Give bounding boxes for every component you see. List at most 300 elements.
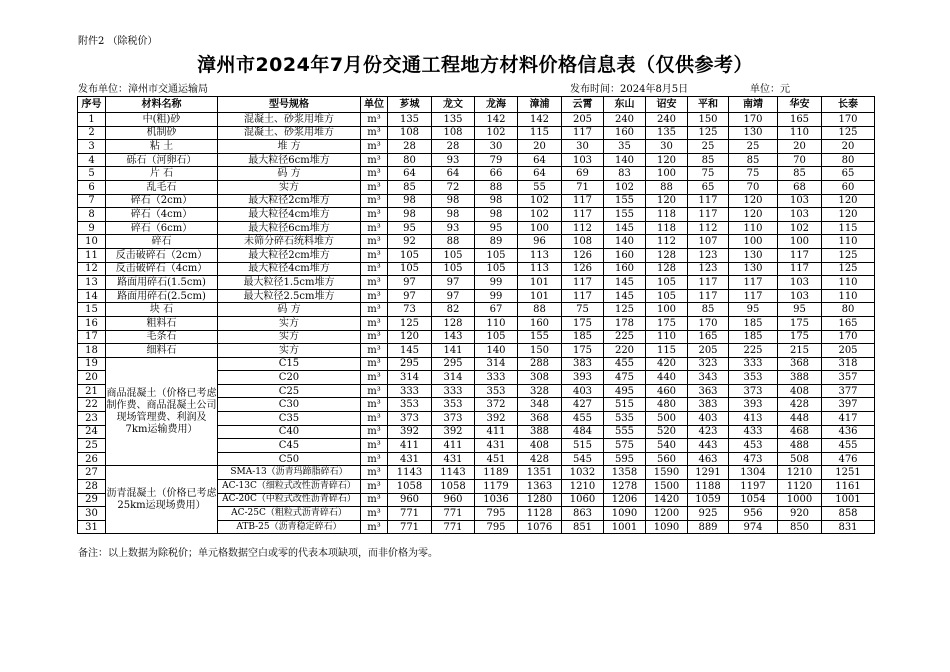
price-cell: 1351 bbox=[518, 466, 562, 480]
price-cell: 100 bbox=[646, 167, 688, 181]
price-cell: 420 bbox=[646, 357, 688, 371]
price-cell: 560 bbox=[646, 452, 688, 466]
table-row bbox=[78, 167, 875, 181]
price-cell: 484 bbox=[562, 425, 604, 439]
price-cell: 448 bbox=[778, 412, 822, 426]
price-cell: 175 bbox=[778, 316, 822, 330]
price-cell: 308 bbox=[518, 371, 562, 385]
table-row bbox=[78, 344, 875, 358]
price-cell: 225 bbox=[604, 330, 646, 344]
table-row bbox=[78, 235, 875, 249]
price-cell: 75 bbox=[729, 167, 778, 181]
price-cell: 508 bbox=[778, 452, 822, 466]
price-cell: 97 bbox=[388, 289, 432, 303]
table-row bbox=[78, 303, 875, 317]
row-number: 13 bbox=[78, 276, 106, 290]
price-cell: 373 bbox=[729, 384, 778, 398]
column-header: 诏安 bbox=[646, 97, 688, 113]
spec-cell: 实方 bbox=[218, 330, 361, 344]
unit-cell: m³ bbox=[361, 398, 388, 412]
price-cell: 105 bbox=[432, 262, 475, 276]
price-cell: 128 bbox=[646, 248, 688, 262]
price-cell: 393 bbox=[562, 371, 604, 385]
unit-cell: m³ bbox=[361, 466, 388, 480]
price-cell: 117 bbox=[562, 194, 604, 208]
unit-cell: m³ bbox=[361, 140, 388, 154]
price-cell: 126 bbox=[562, 248, 604, 262]
price-cell: 436 bbox=[822, 425, 875, 439]
price-cell: 357 bbox=[822, 371, 875, 385]
spec-cell: C20 bbox=[218, 371, 361, 385]
price-cell: 140 bbox=[604, 235, 646, 249]
price-cell: 295 bbox=[388, 357, 432, 371]
price-cell: 155 bbox=[518, 330, 562, 344]
price-cell: 160 bbox=[518, 316, 562, 330]
price-cell: 97 bbox=[432, 289, 475, 303]
row-number: 30 bbox=[78, 507, 106, 521]
price-cell: 535 bbox=[604, 412, 646, 426]
price-cell: 128 bbox=[646, 262, 688, 276]
price-cell: 108 bbox=[562, 235, 604, 249]
price-cell: 126 bbox=[562, 262, 604, 276]
price-cell: 1189 bbox=[475, 466, 518, 480]
unit-cell: m³ bbox=[361, 235, 388, 249]
row-number: 31 bbox=[78, 520, 106, 534]
spec-cell: C45 bbox=[218, 439, 361, 453]
row-number: 2 bbox=[78, 126, 106, 140]
spec-cell: 实方 bbox=[218, 344, 361, 358]
price-cell: 125 bbox=[822, 262, 875, 276]
price-cell: 377 bbox=[822, 384, 875, 398]
column-header: 长泰 bbox=[822, 97, 875, 113]
price-cell: 1206 bbox=[604, 493, 646, 507]
spec-cell: 码 方 bbox=[218, 167, 361, 181]
column-header: 云霄 bbox=[562, 97, 604, 113]
price-cell: 408 bbox=[518, 439, 562, 453]
row-number: 1 bbox=[78, 113, 106, 127]
price-cell: 117 bbox=[729, 289, 778, 303]
price-cell: 1143 bbox=[432, 466, 475, 480]
material-name: 机制砂 bbox=[106, 126, 218, 140]
price-cell: 20 bbox=[518, 140, 562, 154]
column-header: 型号规格 bbox=[218, 97, 361, 113]
unit-cell: m³ bbox=[361, 452, 388, 466]
price-cell: 97 bbox=[388, 276, 432, 290]
price-cell: 468 bbox=[778, 425, 822, 439]
price-cell: 125 bbox=[822, 126, 875, 140]
price-cell: 145 bbox=[604, 276, 646, 290]
price-cell: 118 bbox=[646, 221, 688, 235]
price-cell: 89 bbox=[475, 235, 518, 249]
price-cell: 80 bbox=[822, 153, 875, 167]
price-cell: 225 bbox=[729, 344, 778, 358]
table-header bbox=[78, 97, 875, 113]
price-cell: 170 bbox=[688, 316, 729, 330]
row-number: 6 bbox=[78, 180, 106, 194]
unit-cell: m³ bbox=[361, 344, 388, 358]
row-number: 23 bbox=[78, 412, 106, 426]
column-header: 南靖 bbox=[729, 97, 778, 113]
price-cell: 1090 bbox=[604, 507, 646, 521]
price-cell: 889 bbox=[688, 520, 729, 534]
unit-cell: m³ bbox=[361, 221, 388, 235]
row-number: 17 bbox=[78, 330, 106, 344]
price-cell: 88 bbox=[646, 180, 688, 194]
price-cell: 120 bbox=[729, 194, 778, 208]
price-cell: 353 bbox=[475, 384, 518, 398]
price-cell: 1278 bbox=[604, 480, 646, 494]
row-number: 14 bbox=[78, 289, 106, 303]
table-row bbox=[78, 126, 875, 140]
price-cell: 123 bbox=[688, 262, 729, 276]
column-header: 芗城 bbox=[388, 97, 432, 113]
price-cell: 98 bbox=[432, 208, 475, 222]
row-number: 28 bbox=[78, 480, 106, 494]
table-row bbox=[78, 140, 875, 154]
page-title: 漳州市2024年7月份交通工程地方材料价格信息表（仅供参考） bbox=[196, 54, 754, 76]
price-cell: 85 bbox=[688, 303, 729, 317]
table-row bbox=[78, 208, 875, 222]
price-cell: 423 bbox=[688, 425, 729, 439]
column-header: 单位 bbox=[361, 97, 388, 113]
price-cell: 417 bbox=[822, 412, 875, 426]
price-cell: 353 bbox=[388, 398, 432, 412]
price-cell: 102 bbox=[778, 221, 822, 235]
price-cell: 125 bbox=[688, 126, 729, 140]
price-cell: 170 bbox=[822, 113, 875, 127]
price-cell: 408 bbox=[778, 384, 822, 398]
price-cell: 383 bbox=[562, 357, 604, 371]
price-cell: 96 bbox=[518, 235, 562, 249]
price-cell: 795 bbox=[475, 520, 518, 534]
unit-cell: m³ bbox=[361, 208, 388, 222]
price-cell: 1291 bbox=[688, 466, 729, 480]
price-cell: 473 bbox=[729, 452, 778, 466]
price-cell: 120 bbox=[388, 330, 432, 344]
price-cell: 575 bbox=[604, 439, 646, 453]
price-cell: 25 bbox=[688, 140, 729, 154]
table-row bbox=[78, 262, 875, 276]
price-cell: 117 bbox=[562, 208, 604, 222]
price-cell: 141 bbox=[432, 344, 475, 358]
price-cell: 1090 bbox=[646, 520, 688, 534]
price-cell: 205 bbox=[562, 113, 604, 127]
price-cell: 64 bbox=[432, 167, 475, 181]
unit-cell: m³ bbox=[361, 303, 388, 317]
price-cell: 392 bbox=[432, 425, 475, 439]
material-name: 碎石 bbox=[106, 235, 218, 249]
spec-cell: 最大粒径2cm堆方 bbox=[218, 194, 361, 208]
price-cell: 98 bbox=[388, 194, 432, 208]
price-cell: 100 bbox=[729, 235, 778, 249]
price-cell: 160 bbox=[604, 126, 646, 140]
price-cell: 428 bbox=[518, 452, 562, 466]
price-cell: 140 bbox=[475, 344, 518, 358]
price-cell: 95 bbox=[475, 221, 518, 235]
publisher: 发布单位：漳州市交通运输局 bbox=[78, 84, 208, 95]
price-cell: 205 bbox=[688, 344, 729, 358]
price-cell: 383 bbox=[688, 398, 729, 412]
price-cell: 175 bbox=[778, 330, 822, 344]
price-cell: 128 bbox=[432, 316, 475, 330]
price-cell: 411 bbox=[388, 439, 432, 453]
price-cell: 771 bbox=[388, 507, 432, 521]
price-cell: 974 bbox=[729, 520, 778, 534]
price-cell: 433 bbox=[729, 425, 778, 439]
price-cell: 288 bbox=[518, 357, 562, 371]
price-cell: 455 bbox=[562, 412, 604, 426]
price-cell: 70 bbox=[729, 180, 778, 194]
price-cell: 99 bbox=[475, 276, 518, 290]
price-cell: 1179 bbox=[475, 480, 518, 494]
price-cell: 99 bbox=[475, 289, 518, 303]
price-cell: 388 bbox=[778, 371, 822, 385]
unit-cell: m³ bbox=[361, 480, 388, 494]
spec-cell: C15 bbox=[218, 357, 361, 371]
price-cell: 155 bbox=[604, 208, 646, 222]
price-cell: 101 bbox=[518, 276, 562, 290]
price-cell: 925 bbox=[688, 507, 729, 521]
price-cell: 113 bbox=[518, 248, 562, 262]
price-cell: 142 bbox=[475, 113, 518, 127]
row-number: 25 bbox=[78, 439, 106, 453]
price-cell: 66 bbox=[475, 167, 518, 181]
material-name: 粘 土 bbox=[106, 140, 218, 154]
row-number: 20 bbox=[78, 371, 106, 385]
price-cell: 95 bbox=[388, 221, 432, 235]
price-cell: 411 bbox=[475, 425, 518, 439]
spec-cell: 最大粒径4cm堆方 bbox=[218, 262, 361, 276]
price-cell: 215 bbox=[778, 344, 822, 358]
price-cell: 125 bbox=[604, 303, 646, 317]
price-cell: 115 bbox=[646, 344, 688, 358]
price-cell: 388 bbox=[518, 425, 562, 439]
price-cell: 1188 bbox=[688, 480, 729, 494]
price-cell: 155 bbox=[604, 194, 646, 208]
spec-cell: 最大粒径1.5cm堆方 bbox=[218, 276, 361, 290]
price-cell: 165 bbox=[778, 113, 822, 127]
price-cell: 314 bbox=[432, 371, 475, 385]
price-cell: 102 bbox=[518, 194, 562, 208]
price-cell: 92 bbox=[388, 235, 432, 249]
price-cell: 397 bbox=[822, 398, 875, 412]
price-cell: 428 bbox=[778, 398, 822, 412]
price-cell: 795 bbox=[475, 507, 518, 521]
unit-cell: m³ bbox=[361, 439, 388, 453]
spec-cell: 码 方 bbox=[218, 303, 361, 317]
material-name: 碎石（2cm） bbox=[106, 194, 218, 208]
table-row bbox=[78, 113, 875, 127]
price-cell: 68 bbox=[778, 180, 822, 194]
row-number: 11 bbox=[78, 248, 106, 262]
price-cell: 403 bbox=[688, 412, 729, 426]
price-cell: 1197 bbox=[729, 480, 778, 494]
column-header: 平和 bbox=[688, 97, 729, 113]
spec-cell: AC-13C（细粒式改性沥青碎石） bbox=[218, 480, 361, 494]
row-number: 18 bbox=[78, 344, 106, 358]
row-number: 24 bbox=[78, 425, 106, 439]
price-cell: 72 bbox=[432, 180, 475, 194]
price-cell: 110 bbox=[778, 126, 822, 140]
price-cell: 108 bbox=[388, 126, 432, 140]
price-cell: 431 bbox=[475, 439, 518, 453]
table-row bbox=[78, 180, 875, 194]
price-cell: 858 bbox=[822, 507, 875, 521]
row-number: 16 bbox=[78, 316, 106, 330]
price-cell: 55 bbox=[518, 180, 562, 194]
price-cell: 102 bbox=[475, 126, 518, 140]
column-header: 漳浦 bbox=[518, 97, 562, 113]
price-cell: 115 bbox=[518, 126, 562, 140]
price-cell: 117 bbox=[729, 276, 778, 290]
price-cell: 1059 bbox=[688, 493, 729, 507]
unit-cell: m³ bbox=[361, 167, 388, 181]
price-cell: 120 bbox=[729, 208, 778, 222]
price-cell: 427 bbox=[562, 398, 604, 412]
price-cell: 103 bbox=[778, 289, 822, 303]
price-cell: 1500 bbox=[646, 480, 688, 494]
price-cell: 110 bbox=[822, 235, 875, 249]
spec-cell: 混凝土、砂浆用堆方 bbox=[218, 113, 361, 127]
unit-cell: m³ bbox=[361, 180, 388, 194]
spec-cell: AC-20C（中粒式改性沥青碎石） bbox=[218, 493, 361, 507]
price-cell: 125 bbox=[822, 248, 875, 262]
price-cell: 112 bbox=[646, 235, 688, 249]
price-cell: 480 bbox=[646, 398, 688, 412]
price-cell: 142 bbox=[518, 113, 562, 127]
price-cell: 555 bbox=[604, 425, 646, 439]
column-header: 华安 bbox=[778, 97, 822, 113]
material-name: 中(粗)砂 bbox=[106, 113, 218, 127]
price-cell: 30 bbox=[646, 140, 688, 154]
price-cell: 368 bbox=[518, 412, 562, 426]
price-cell: 70 bbox=[778, 153, 822, 167]
price-cell: 20 bbox=[822, 140, 875, 154]
price-cell: 1120 bbox=[778, 480, 822, 494]
price-cell: 105 bbox=[646, 289, 688, 303]
price-cell: 373 bbox=[388, 412, 432, 426]
price-cell: 348 bbox=[518, 398, 562, 412]
price-cell: 64 bbox=[388, 167, 432, 181]
price-cell: 103 bbox=[778, 194, 822, 208]
price-cell: 831 bbox=[822, 520, 875, 534]
table-row bbox=[78, 289, 875, 303]
price-cell: 100 bbox=[646, 303, 688, 317]
spec-cell: C30 bbox=[218, 398, 361, 412]
column-header: 序号 bbox=[78, 97, 106, 113]
spec-cell: 堆 方 bbox=[218, 140, 361, 154]
price-cell: 88 bbox=[518, 303, 562, 317]
price-cell: 403 bbox=[562, 384, 604, 398]
price-cell: 333 bbox=[475, 371, 518, 385]
price-cell: 103 bbox=[562, 153, 604, 167]
price-cell: 1304 bbox=[729, 466, 778, 480]
row-number: 19 bbox=[78, 357, 106, 371]
row-number: 5 bbox=[78, 167, 106, 181]
price-cell: 80 bbox=[822, 303, 875, 317]
material-name: 反击破碎石（4cm） bbox=[106, 262, 218, 276]
price-cell: 105 bbox=[475, 330, 518, 344]
row-number: 3 bbox=[78, 140, 106, 154]
price-cell: 120 bbox=[646, 194, 688, 208]
price-cell: 170 bbox=[822, 330, 875, 344]
unit-cell: m³ bbox=[361, 153, 388, 167]
material-name: 路面用碎石(1.5cm) bbox=[106, 276, 218, 290]
column-header: 材料名称 bbox=[106, 97, 218, 113]
spec-cell: SMA-13（沥青玛蹄脂碎石） bbox=[218, 466, 361, 480]
price-cell: 314 bbox=[388, 371, 432, 385]
spec-cell: 最大粒径6cm堆方 bbox=[218, 221, 361, 235]
price-cell: 1161 bbox=[822, 480, 875, 494]
price-cell: 105 bbox=[388, 248, 432, 262]
price-cell: 771 bbox=[388, 520, 432, 534]
price-cell: 103 bbox=[778, 276, 822, 290]
price-cell: 93 bbox=[432, 153, 475, 167]
price-cell: 363 bbox=[688, 384, 729, 398]
price-cell: 30 bbox=[475, 140, 518, 154]
price-cell: 73 bbox=[388, 303, 432, 317]
price-cell: 143 bbox=[432, 330, 475, 344]
price-cell: 1420 bbox=[646, 493, 688, 507]
price-cell: 1058 bbox=[388, 480, 432, 494]
price-cell: 130 bbox=[729, 262, 778, 276]
unit-label: 单位：元 bbox=[750, 84, 790, 95]
material-name: 碎石（6cm） bbox=[106, 221, 218, 235]
price-cell: 103 bbox=[778, 208, 822, 222]
price-cell: 328 bbox=[518, 384, 562, 398]
unit-cell: m³ bbox=[361, 425, 388, 439]
table-row bbox=[78, 248, 875, 262]
price-cell: 1358 bbox=[604, 466, 646, 480]
price-cell: 108 bbox=[432, 126, 475, 140]
price-cell: 110 bbox=[822, 289, 875, 303]
price-cell: 100 bbox=[778, 235, 822, 249]
unit-cell: m³ bbox=[361, 262, 388, 276]
unit-cell: m³ bbox=[361, 493, 388, 507]
price-cell: 117 bbox=[688, 276, 729, 290]
price-cell: 160 bbox=[604, 248, 646, 262]
price-cell: 1210 bbox=[778, 466, 822, 480]
price-cell: 1076 bbox=[518, 520, 562, 534]
price-cell: 333 bbox=[729, 357, 778, 371]
row-number: 26 bbox=[78, 452, 106, 466]
price-cell: 1058 bbox=[432, 480, 475, 494]
price-cell: 392 bbox=[475, 412, 518, 426]
row-number: 21 bbox=[78, 384, 106, 398]
spec-cell: 混凝土、砂浆用堆方 bbox=[218, 126, 361, 140]
material-name: 毛条石 bbox=[106, 330, 218, 344]
price-cell: 185 bbox=[562, 330, 604, 344]
price-cell: 110 bbox=[729, 221, 778, 235]
unit-cell: m³ bbox=[361, 194, 388, 208]
price-cell: 443 bbox=[688, 439, 729, 453]
price-cell: 145 bbox=[604, 221, 646, 235]
price-cell: 1143 bbox=[388, 466, 432, 480]
price-cell: 515 bbox=[562, 439, 604, 453]
unit-cell: m³ bbox=[361, 507, 388, 521]
publish-date: 发布时间：2024年8月5日 bbox=[570, 84, 689, 95]
price-cell: 413 bbox=[729, 412, 778, 426]
price-cell: 460 bbox=[646, 384, 688, 398]
price-cell: 82 bbox=[432, 303, 475, 317]
price-cell: 135 bbox=[388, 113, 432, 127]
price-cell: 431 bbox=[388, 452, 432, 466]
price-cell: 455 bbox=[604, 357, 646, 371]
price-cell: 101 bbox=[518, 289, 562, 303]
material-name: 片 石 bbox=[106, 167, 218, 181]
price-cell: 500 bbox=[646, 412, 688, 426]
price-cell: 1200 bbox=[646, 507, 688, 521]
